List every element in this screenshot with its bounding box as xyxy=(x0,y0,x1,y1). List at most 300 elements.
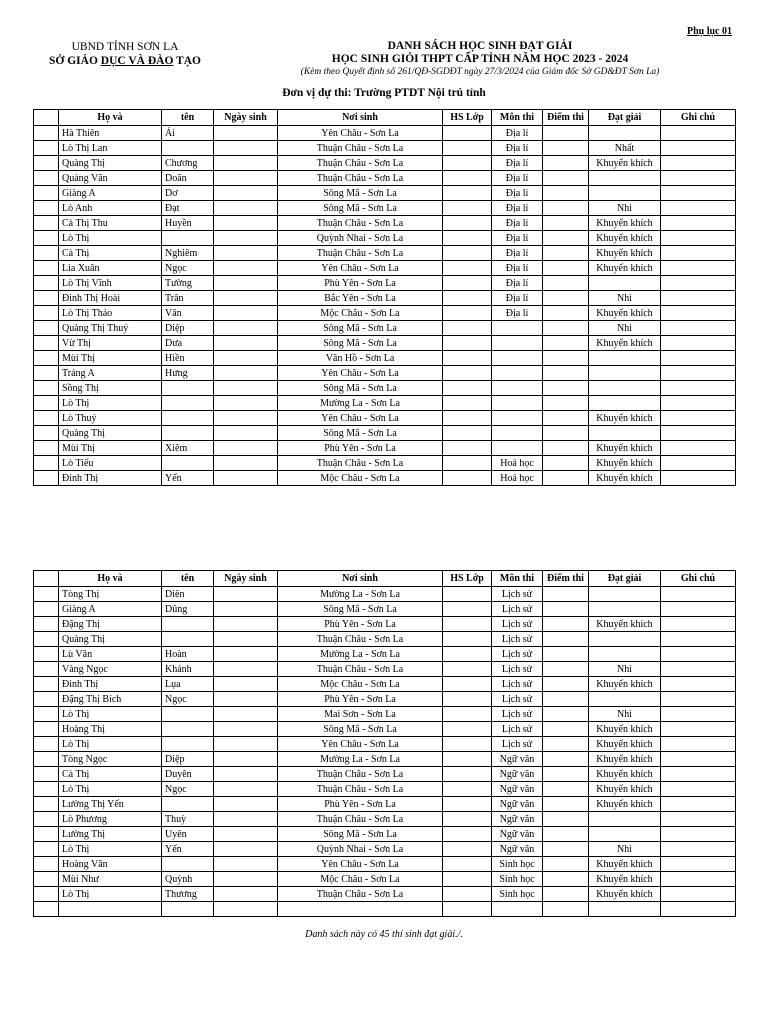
cell-hs-lop xyxy=(443,396,492,411)
cell-ho: Lò Thị xyxy=(59,842,162,857)
cell-mon-thi: Hoá học xyxy=(492,456,543,471)
cell-ngay-sinh xyxy=(214,396,278,411)
cell-ghi-chu xyxy=(661,396,736,411)
cell-diem-thi xyxy=(543,426,589,441)
org-line-2 xyxy=(30,54,220,68)
cell-mon-thi: Địa lí xyxy=(492,276,543,291)
cell-ghi-chu xyxy=(661,797,736,812)
cell-diem-thi xyxy=(543,647,589,662)
cell-mon-thi: Ngữ văn xyxy=(492,782,543,797)
cell-mon-thi: Lịch sử xyxy=(492,587,543,602)
cell-ghi-chu xyxy=(661,456,736,471)
cell-ngay-sinh xyxy=(214,351,278,366)
cell-hs-lop xyxy=(443,827,492,842)
cell-index xyxy=(34,722,59,737)
cell-ten: Hưng xyxy=(162,366,214,381)
cell-ghi-chu xyxy=(661,306,736,321)
table-row xyxy=(34,231,736,246)
cell-ghi-chu xyxy=(661,872,736,887)
cell-index xyxy=(34,186,59,201)
cell-index xyxy=(34,617,59,632)
cell-noi-sinh: Mường La - Sơn La xyxy=(278,396,443,411)
cell-dat-giai xyxy=(589,426,661,441)
cell-ngay-sinh xyxy=(214,231,278,246)
cell-diem-thi xyxy=(543,441,589,456)
header-ten: tên xyxy=(162,571,214,587)
cell-ten: Doãn xyxy=(162,171,214,186)
cell-ten xyxy=(162,426,214,441)
cell-ten xyxy=(162,737,214,752)
cell-ho: Vừ Thị xyxy=(59,336,162,351)
cell-ghi-chu xyxy=(661,201,736,216)
cell-dat-giai: Khuyến khích xyxy=(589,752,661,767)
cell-diem-thi xyxy=(543,141,589,156)
cell-ho: Giàng A xyxy=(59,602,162,617)
cell-diem-thi xyxy=(543,396,589,411)
cell-mon-thi xyxy=(492,336,543,351)
cell-diem-thi xyxy=(543,632,589,647)
cell-ngay-sinh xyxy=(214,647,278,662)
cell-ghi-chu xyxy=(661,902,736,917)
cell-ten xyxy=(162,857,214,872)
cell-dat-giai xyxy=(589,276,661,291)
cell-dat-giai xyxy=(589,812,661,827)
cell-diem-thi xyxy=(543,456,589,471)
cell-diem-thi xyxy=(543,677,589,692)
table-row xyxy=(34,396,736,411)
cell-mon-thi xyxy=(492,426,543,441)
header-hs-lop: HS Lớp xyxy=(443,110,492,126)
cell-noi-sinh: Thuận Châu - Sơn La xyxy=(278,156,443,171)
cell-ghi-chu xyxy=(661,246,736,261)
cell-noi-sinh: Mường La - Sơn La xyxy=(278,647,443,662)
cell-dat-giai: Khuyến khích xyxy=(589,737,661,752)
cell-ho: Quàng Văn xyxy=(59,171,162,186)
cell-ten: Dưa xyxy=(162,336,214,351)
cell-ten xyxy=(162,141,214,156)
cell-dat-giai: Khuyến khích xyxy=(589,782,661,797)
cell-ten: Diệp xyxy=(162,321,214,336)
header-index xyxy=(34,571,59,587)
cell-mon-thi: Địa lí xyxy=(492,291,543,306)
cell-ghi-chu xyxy=(661,887,736,902)
cell-noi-sinh: Mộc Châu - Sơn La xyxy=(278,677,443,692)
cell-noi-sinh: Thuận Châu - Sơn La xyxy=(278,632,443,647)
exam-unit: Đơn vị dự thi: Trường PTDT Nội trú tỉnh xyxy=(282,87,486,99)
cell-ten: Chương xyxy=(162,156,214,171)
cell-ngay-sinh xyxy=(214,812,278,827)
cell-ten: Yến xyxy=(162,471,214,486)
cell-hs-lop xyxy=(443,246,492,261)
cell-index xyxy=(34,632,59,647)
cell-ho: Quàng Thị xyxy=(59,426,162,441)
cell-ten: Yến xyxy=(162,842,214,857)
cell-ho: Hà Thiên xyxy=(59,126,162,141)
awards-table-2 xyxy=(33,570,736,917)
cell-dat-giai: Khuyến khích xyxy=(589,872,661,887)
cell-ho: Vàng Ngọc xyxy=(59,662,162,677)
cell-ho: Lò Thị xyxy=(59,231,162,246)
cell-dat-giai: Khuyến khích xyxy=(589,767,661,782)
cell-ngay-sinh xyxy=(214,782,278,797)
cell-diem-thi xyxy=(543,336,589,351)
cell-noi-sinh: Phù Yên - Sơn La xyxy=(278,441,443,456)
cell-hs-lop xyxy=(443,456,492,471)
cell-hs-lop xyxy=(443,261,492,276)
cell-noi-sinh: Mộc Châu - Sơn La xyxy=(278,306,443,321)
cell-mon-thi: Lịch sử xyxy=(492,617,543,632)
cell-index xyxy=(34,321,59,336)
cell-ten: Diên xyxy=(162,587,214,602)
cell-ngay-sinh xyxy=(214,842,278,857)
cell-ho: Tráng A xyxy=(59,366,162,381)
cell-ghi-chu xyxy=(661,617,736,632)
cell-ghi-chu xyxy=(661,186,736,201)
cell-noi-sinh: Thuận Châu - Sơn La xyxy=(278,216,443,231)
cell-ngay-sinh xyxy=(214,587,278,602)
cell-hs-lop xyxy=(443,186,492,201)
cell-index xyxy=(34,381,59,396)
cell-index xyxy=(34,411,59,426)
cell-index xyxy=(34,857,59,872)
table-row xyxy=(34,171,736,186)
table-row xyxy=(34,587,736,602)
cell-ghi-chu xyxy=(661,291,736,306)
cell-ten: Ngọc xyxy=(162,782,214,797)
cell-hs-lop xyxy=(443,171,492,186)
cell-mon-thi xyxy=(492,321,543,336)
cell-diem-thi xyxy=(543,171,589,186)
cell-diem-thi xyxy=(543,857,589,872)
cell-noi-sinh: Thuận Châu - Sơn La xyxy=(278,887,443,902)
cell-mon-thi: Địa lí xyxy=(492,216,543,231)
cell-noi-sinh: Quỳnh Nhai - Sơn La xyxy=(278,842,443,857)
header-ngay-sinh: Ngày sinh xyxy=(214,110,278,126)
cell-diem-thi xyxy=(543,752,589,767)
cell-mon-thi xyxy=(492,441,543,456)
cell-ho xyxy=(59,902,162,917)
cell-ghi-chu xyxy=(661,587,736,602)
cell-dat-giai xyxy=(589,126,661,141)
cell-index xyxy=(34,396,59,411)
cell-ghi-chu xyxy=(661,707,736,722)
cell-index xyxy=(34,692,59,707)
cell-ngay-sinh xyxy=(214,872,278,887)
cell-ten: Lụa xyxy=(162,677,214,692)
cell-mon-thi: Hoá học xyxy=(492,471,543,486)
cell-ghi-chu xyxy=(661,231,736,246)
cell-ngay-sinh xyxy=(214,216,278,231)
cell-mon-thi: Lịch sử xyxy=(492,632,543,647)
cell-ten xyxy=(162,231,214,246)
cell-ten: Ái xyxy=(162,126,214,141)
org-line-2-pre: SỞ GIÁO xyxy=(49,55,101,67)
cell-mon-thi: Ngữ văn xyxy=(492,827,543,842)
table-row xyxy=(34,321,736,336)
cell-hs-lop xyxy=(443,602,492,617)
cell-mon-thi: Địa lí xyxy=(492,126,543,141)
cell-noi-sinh: Thuận Châu - Sơn La xyxy=(278,141,443,156)
cell-index xyxy=(34,141,59,156)
cell-hs-lop xyxy=(443,617,492,632)
table-row xyxy=(34,842,736,857)
cell-ho: Đặng Thị Bích xyxy=(59,692,162,707)
cell-diem-thi xyxy=(543,842,589,857)
cell-mon-thi: Lịch sử xyxy=(492,677,543,692)
table-row xyxy=(34,677,736,692)
cell-dat-giai: Khuyến khích xyxy=(589,797,661,812)
cell-ghi-chu xyxy=(661,411,736,426)
cell-ngay-sinh xyxy=(214,752,278,767)
cell-dat-giai xyxy=(589,902,661,917)
cell-noi-sinh: Thuận Châu - Sơn La xyxy=(278,767,443,782)
cell-noi-sinh: Yên Châu - Sơn La xyxy=(278,411,443,426)
cell-ghi-chu xyxy=(661,276,736,291)
cell-mon-thi xyxy=(492,366,543,381)
cell-ho: Quàng Thị xyxy=(59,632,162,647)
cell-index xyxy=(34,246,59,261)
cell-noi-sinh: Thuận Châu - Sơn La xyxy=(278,812,443,827)
cell-noi-sinh: Sông Mã - Sơn La xyxy=(278,827,443,842)
cell-diem-thi xyxy=(543,231,589,246)
cell-ghi-chu xyxy=(661,857,736,872)
cell-ten: Khánh xyxy=(162,662,214,677)
cell-noi-sinh: Phù Yên - Sơn La xyxy=(278,617,443,632)
cell-ten: Đạt xyxy=(162,201,214,216)
cell-index xyxy=(34,662,59,677)
cell-hs-lop xyxy=(443,887,492,902)
table-row xyxy=(34,261,736,276)
cell-index xyxy=(34,201,59,216)
header-diem-thi: Điểm thi xyxy=(543,571,589,587)
cell-dat-giai: Nhì xyxy=(589,291,661,306)
cell-diem-thi xyxy=(543,887,589,902)
org-line-2-post: TẠO xyxy=(173,55,201,67)
cell-diem-thi xyxy=(543,366,589,381)
table-row xyxy=(34,186,736,201)
cell-ten xyxy=(162,396,214,411)
cell-noi-sinh: Sông Mã - Sơn La xyxy=(278,426,443,441)
cell-mon-thi: Lịch sử xyxy=(492,722,543,737)
cell-ten xyxy=(162,617,214,632)
cell-diem-thi xyxy=(543,722,589,737)
cell-ghi-chu xyxy=(661,216,736,231)
cell-noi-sinh: Mai Sơn - Sơn La xyxy=(278,707,443,722)
cell-hs-lop xyxy=(443,857,492,872)
cell-ngay-sinh xyxy=(214,692,278,707)
cell-diem-thi xyxy=(543,902,589,917)
cell-hs-lop xyxy=(443,872,492,887)
cell-dat-giai: Khuyến khích xyxy=(589,441,661,456)
cell-ghi-chu xyxy=(661,722,736,737)
cell-dat-giai: Khuyến khích xyxy=(589,456,661,471)
table-row xyxy=(34,426,736,441)
cell-index xyxy=(34,351,59,366)
cell-ho: Lò Thị xyxy=(59,887,162,902)
cell-noi-sinh: Sông Mã - Sơn La xyxy=(278,602,443,617)
cell-ngay-sinh xyxy=(214,441,278,456)
table-row xyxy=(34,767,736,782)
table-row xyxy=(34,707,736,722)
table-row xyxy=(34,647,736,662)
cell-ngay-sinh xyxy=(214,426,278,441)
cell-ten: Ngọc xyxy=(162,261,214,276)
cell-diem-thi xyxy=(543,692,589,707)
cell-ten xyxy=(162,456,214,471)
table-row xyxy=(34,126,736,141)
cell-ghi-chu xyxy=(661,141,736,156)
cell-noi-sinh: Sông Mã - Sơn La xyxy=(278,381,443,396)
cell-index xyxy=(34,456,59,471)
cell-noi-sinh: Mường La - Sơn La xyxy=(278,752,443,767)
cell-ho: Lù Văn xyxy=(59,647,162,662)
cell-diem-thi xyxy=(543,126,589,141)
cell-diem-thi xyxy=(543,872,589,887)
cell-ghi-chu xyxy=(661,602,736,617)
cell-diem-thi xyxy=(543,587,589,602)
cell-ghi-chu xyxy=(661,647,736,662)
cell-hs-lop xyxy=(443,737,492,752)
cell-noi-sinh: Thuận Châu - Sơn La xyxy=(278,662,443,677)
cell-hs-lop xyxy=(443,156,492,171)
cell-index xyxy=(34,291,59,306)
header-noi-sinh: Nơi sinh xyxy=(278,571,443,587)
awards-table-1 xyxy=(33,109,736,486)
cell-mon-thi: Địa lí xyxy=(492,246,543,261)
cell-dat-giai: Khuyến khích xyxy=(589,617,661,632)
table-row xyxy=(34,441,736,456)
header-row xyxy=(34,571,736,587)
cell-mon-thi xyxy=(492,351,543,366)
cell-ho: Lìa Xuân xyxy=(59,261,162,276)
cell-diem-thi xyxy=(543,662,589,677)
cell-index xyxy=(34,126,59,141)
table-row xyxy=(34,291,736,306)
cell-ten: Diệp xyxy=(162,752,214,767)
cell-index xyxy=(34,797,59,812)
table-row xyxy=(34,857,736,872)
table-row xyxy=(34,887,736,902)
cell-dat-giai: Khuyến khích xyxy=(589,887,661,902)
cell-ho: Đặng Thị xyxy=(59,617,162,632)
cell-ngay-sinh xyxy=(214,186,278,201)
cell-mon-thi xyxy=(492,902,543,917)
cell-hs-lop xyxy=(443,707,492,722)
cell-ho: Cà Thị Thu xyxy=(59,216,162,231)
cell-ten: Dơ xyxy=(162,186,214,201)
cell-ngay-sinh xyxy=(214,707,278,722)
cell-ngay-sinh xyxy=(214,321,278,336)
cell-noi-sinh: Sông Mã - Sơn La xyxy=(278,321,443,336)
table-row xyxy=(34,156,736,171)
cell-ten xyxy=(162,411,214,426)
cell-mon-thi: Địa lí xyxy=(492,186,543,201)
cell-index xyxy=(34,471,59,486)
cell-ghi-chu xyxy=(661,677,736,692)
cell-ghi-chu xyxy=(661,632,736,647)
cell-diem-thi xyxy=(543,321,589,336)
cell-ghi-chu xyxy=(661,426,736,441)
cell-ngay-sinh xyxy=(214,722,278,737)
cell-dat-giai: Khuyến khích xyxy=(589,336,661,351)
cell-ngay-sinh xyxy=(214,857,278,872)
cell-diem-thi xyxy=(543,276,589,291)
cell-ghi-chu xyxy=(661,381,736,396)
cell-dat-giai: Nhất xyxy=(589,141,661,156)
cell-ho: Lò Thị Thảo xyxy=(59,306,162,321)
table-row xyxy=(34,456,736,471)
cell-dat-giai: Khuyến khích xyxy=(589,231,661,246)
table-row xyxy=(34,632,736,647)
cell-dat-giai: Khuyến khích xyxy=(589,722,661,737)
cell-ghi-chu xyxy=(661,737,736,752)
cell-mon-thi: Địa lí xyxy=(492,141,543,156)
cell-dat-giai xyxy=(589,632,661,647)
cell-dat-giai xyxy=(589,647,661,662)
cell-ngay-sinh xyxy=(214,291,278,306)
cell-diem-thi xyxy=(543,381,589,396)
cell-index xyxy=(34,812,59,827)
cell-diem-thi xyxy=(543,471,589,486)
cell-hs-lop xyxy=(443,767,492,782)
cell-hs-lop xyxy=(443,411,492,426)
cell-index xyxy=(34,842,59,857)
table-row xyxy=(34,662,736,677)
cell-ghi-chu xyxy=(661,842,736,857)
cell-noi-sinh: Thuận Châu - Sơn La xyxy=(278,171,443,186)
cell-diem-thi xyxy=(543,261,589,276)
cell-index xyxy=(34,677,59,692)
table-row xyxy=(34,411,736,426)
cell-ho: Lường Thị Yến xyxy=(59,797,162,812)
cell-diem-thi xyxy=(543,617,589,632)
cell-hs-lop xyxy=(443,752,492,767)
cell-dat-giai xyxy=(589,351,661,366)
cell-hs-lop xyxy=(443,276,492,291)
table-row xyxy=(34,722,736,737)
cell-ten: Vân xyxy=(162,306,214,321)
cell-dat-giai xyxy=(589,587,661,602)
cell-mon-thi: Địa lí xyxy=(492,171,543,186)
cell-ghi-chu xyxy=(661,126,736,141)
cell-ten: Trân xyxy=(162,291,214,306)
cell-index xyxy=(34,707,59,722)
cell-ho: Lò Thị Lan xyxy=(59,141,162,156)
cell-ten xyxy=(162,381,214,396)
cell-hs-lop xyxy=(443,632,492,647)
cell-mon-thi: Sinh học xyxy=(492,857,543,872)
cell-ghi-chu xyxy=(661,351,736,366)
cell-ho: Đinh Thị xyxy=(59,471,162,486)
cell-dat-giai: Nhì xyxy=(589,662,661,677)
cell-hs-lop xyxy=(443,782,492,797)
cell-hs-lop xyxy=(443,902,492,917)
cell-hs-lop xyxy=(443,216,492,231)
cell-index xyxy=(34,231,59,246)
cell-noi-sinh: Sông Mã - Sơn La xyxy=(278,201,443,216)
header-ho: Họ và xyxy=(59,571,162,587)
cell-ngay-sinh xyxy=(214,602,278,617)
cell-ho: Đinh Thị Hoài xyxy=(59,291,162,306)
cell-diem-thi xyxy=(543,216,589,231)
cell-mon-thi: Ngữ văn xyxy=(492,812,543,827)
cell-ho: Mùi Thị xyxy=(59,441,162,456)
cell-ho: Tòng Ngọc xyxy=(59,752,162,767)
cell-noi-sinh: Sông Mã - Sơn La xyxy=(278,722,443,737)
cell-noi-sinh: Sông Mã - Sơn La xyxy=(278,186,443,201)
cell-diem-thi xyxy=(543,306,589,321)
cell-ghi-chu xyxy=(661,441,736,456)
